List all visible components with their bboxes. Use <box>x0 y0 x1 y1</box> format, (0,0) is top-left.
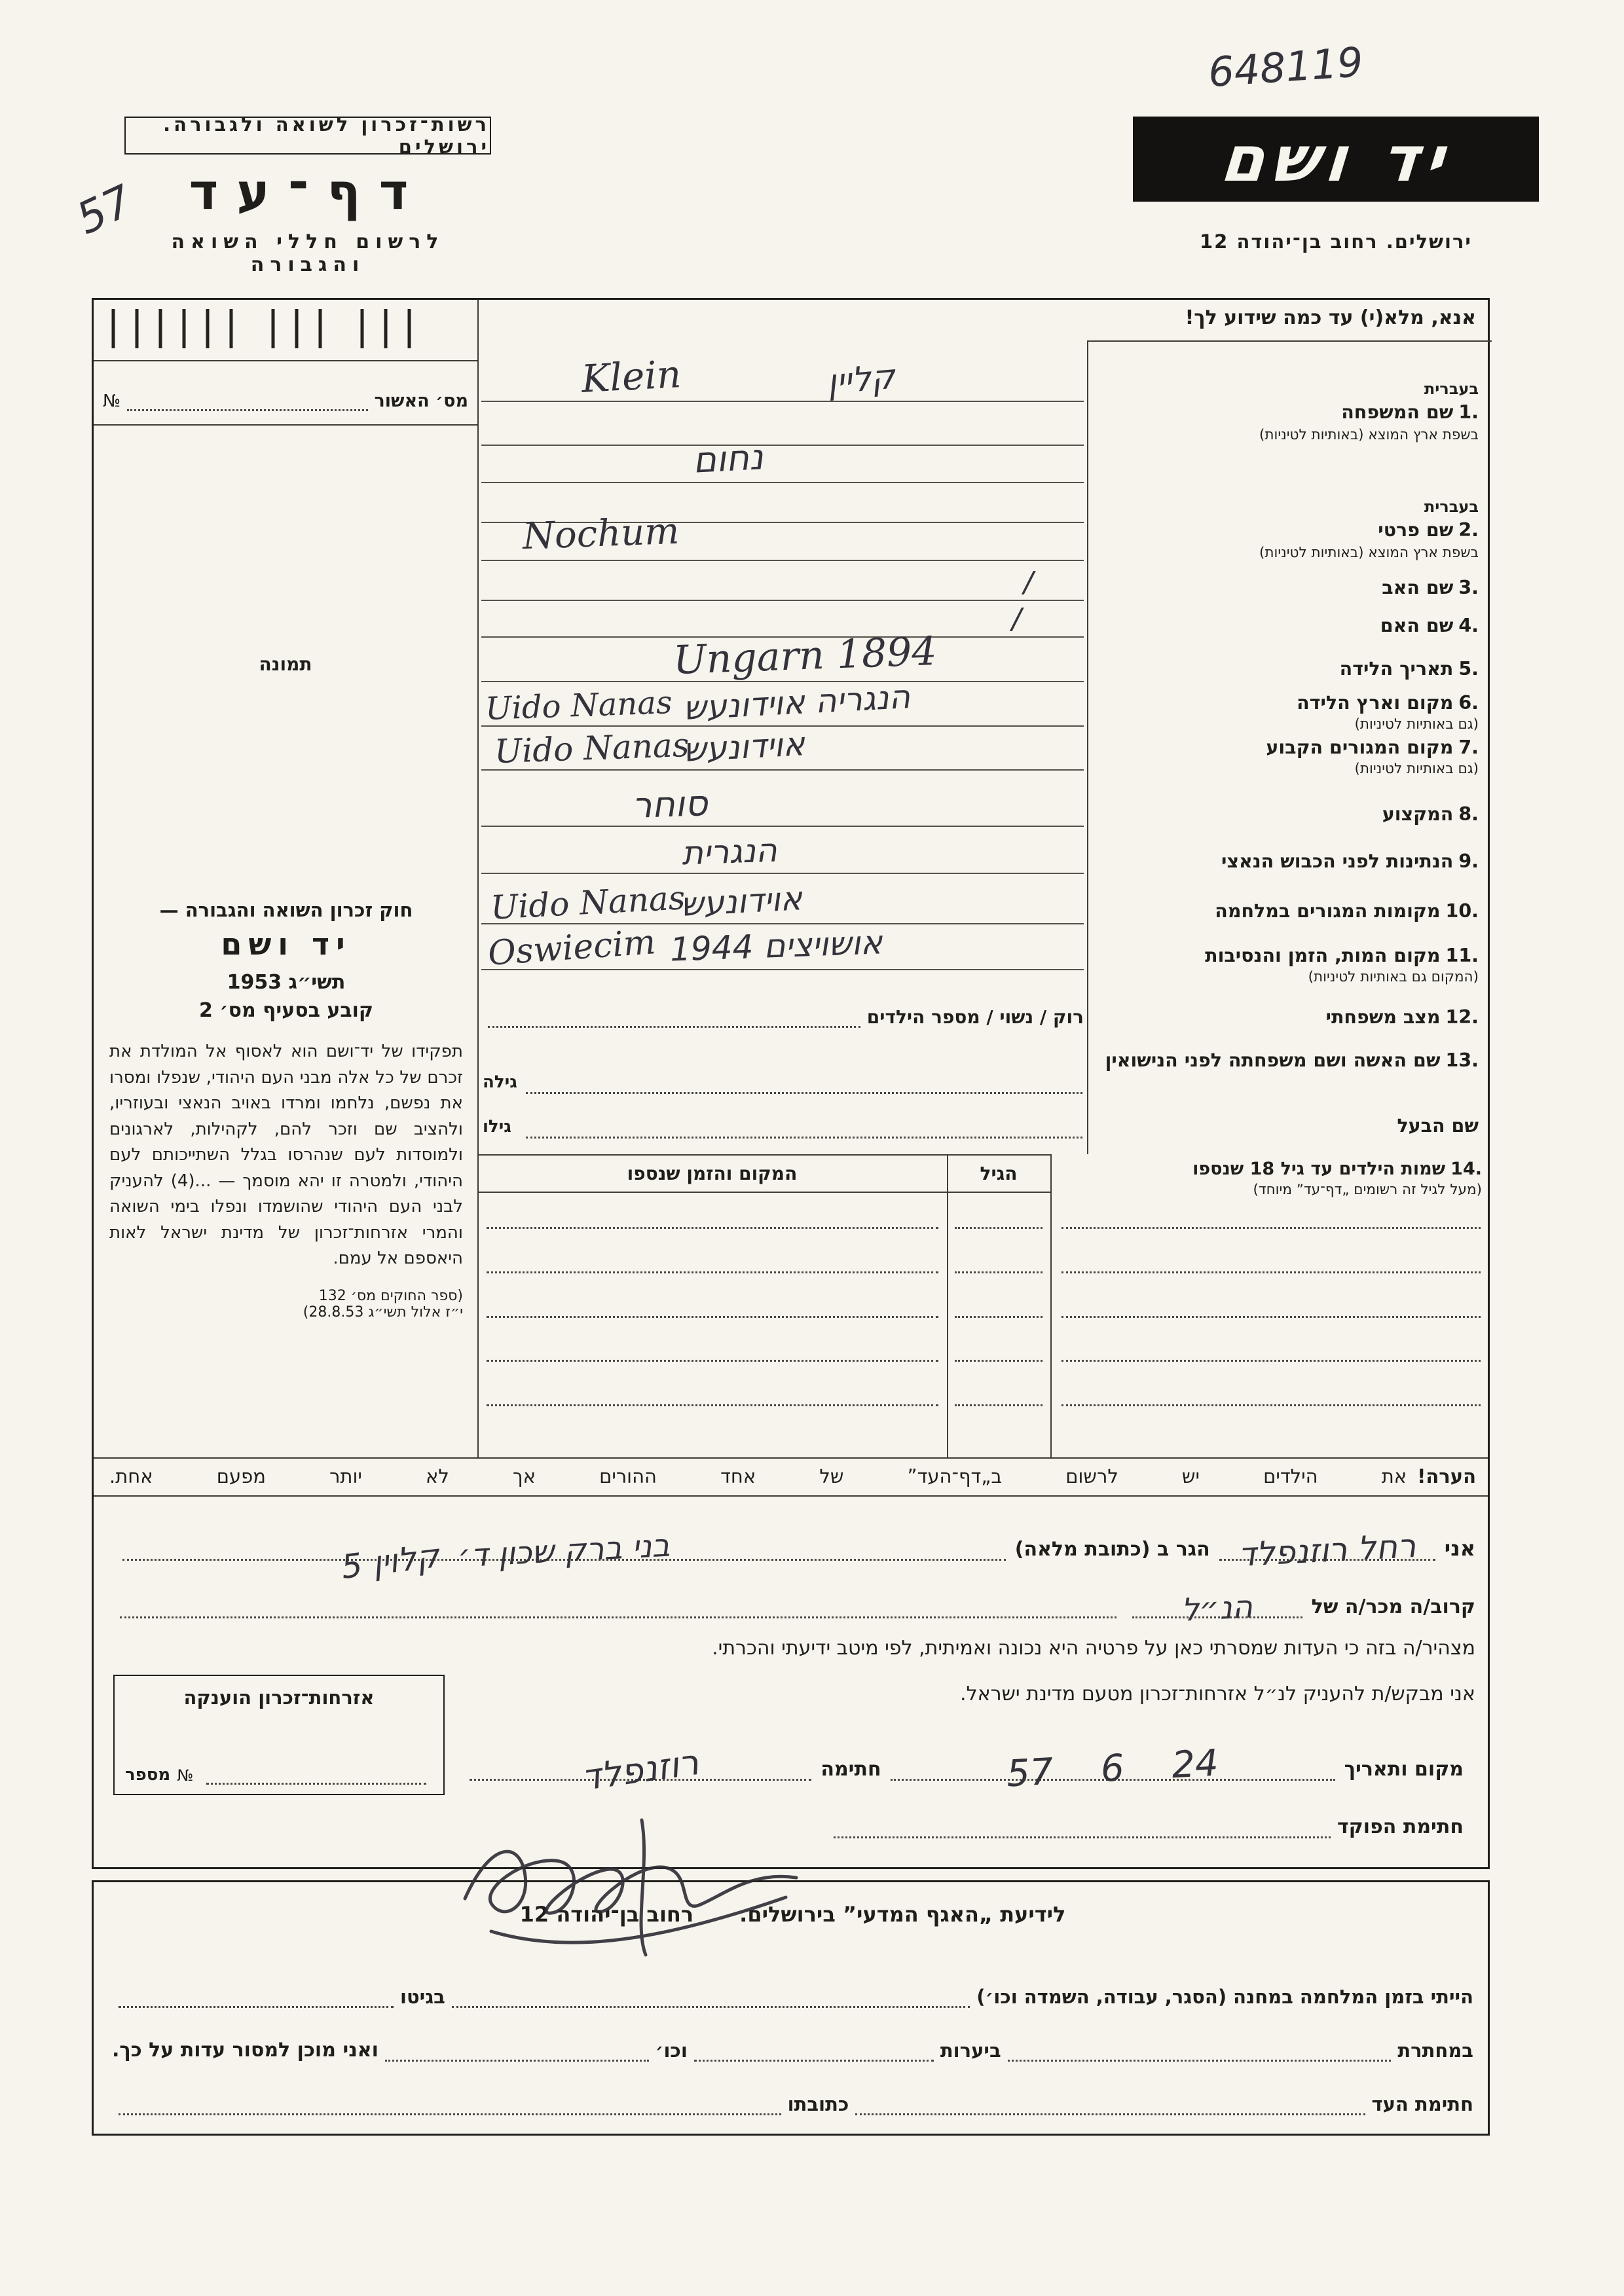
underground-label: במחתרת <box>1397 2039 1473 2062</box>
child-name-line <box>1061 1271 1481 1273</box>
approval-number-row <box>103 373 468 411</box>
child-name-line <box>1061 1360 1481 1362</box>
witness-signature-label: חתימת העד <box>1371 2093 1473 2115</box>
declaration-row-date <box>460 1734 1464 1799</box>
field2-latin-note: בשפת ארץ המוצא (באותיות לטיניות) <box>1259 545 1479 561</box>
declaration-statement-2: אני מבקש/ת להעניק לנ״ל אזרחות־זכרון מטעם מדינת ישראל. <box>960 1683 1475 1705</box>
her-age-label: גילה <box>483 1072 517 1092</box>
declaration-row-2 <box>113 1578 1475 1629</box>
field12-label: 12.מצב משפחתי <box>1325 1006 1479 1028</box>
rule <box>1087 340 1492 342</box>
children-col-age-header: הגיל <box>980 1163 1018 1184</box>
child-age-line <box>955 1316 1043 1318</box>
field13-label: 13.שם האשה ושם משפחתה לפני הנישואין <box>1105 1049 1479 1071</box>
field4-label: 4.שם האם <box>1380 615 1479 636</box>
bottom-row-2 <box>112 2025 1473 2062</box>
bottom-row-1 <box>112 1971 1473 2008</box>
note-row <box>94 1457 1492 1495</box>
citizenship-number-line <box>206 1755 426 1785</box>
declarant-address2-hand: קלוין 5 <box>339 1537 442 1586</box>
signature-blank <box>470 1741 811 1799</box>
entry-residence-latin: Uido Nanas <box>494 725 690 771</box>
approval-number-line <box>127 382 367 411</box>
entry-first-hebrew: נחום <box>692 436 765 481</box>
field2-label: 2.שם פרטי <box>1378 519 1479 541</box>
ready-to-testify-label: ואני מוכן למסור עדות על כך. <box>112 2039 378 2062</box>
legal-footnote-2: י״ז אלול תשי״ג 28.8.53) <box>303 1303 463 1321</box>
entry-war-residence-hebrew: אוידונעש <box>679 879 803 924</box>
official-signature-row <box>827 1800 1464 1838</box>
relation-blank <box>1132 1588 1302 1629</box>
child-age-line <box>955 1271 1043 1273</box>
official-signature-line <box>834 1809 1331 1838</box>
legal-box <box>109 899 463 1321</box>
date-blank <box>891 1741 1335 1796</box>
child-place-line <box>487 1227 938 1229</box>
child-place-line <box>487 1360 938 1362</box>
form-subtitle: לרשום חללי השואה והגבורה <box>171 230 445 276</box>
writing-line-residence <box>481 769 1084 771</box>
bottom-row-3 <box>112 2079 1473 2115</box>
writing-line-first-latin <box>481 560 1084 561</box>
field6-label: 6.מקום וארץ הלידה <box>1297 692 1479 714</box>
child-name-line <box>1061 1316 1481 1318</box>
field10-label: 10.מקומות המגורים במלחמה <box>1215 900 1479 922</box>
legal-footnote-1: (ספר החוקים מס׳ 132 <box>318 1287 463 1304</box>
declarant-name-blank <box>1219 1526 1435 1575</box>
child-place-line <box>487 1316 938 1318</box>
signature-label: חתימה <box>821 1758 881 1781</box>
child-name-line <box>1061 1227 1481 1229</box>
logo-address: ירושלים. רחוב בן־יהודה 12 <box>1200 230 1472 253</box>
citizenship-number-row <box>125 1758 433 1785</box>
relation-hand: הנ״ל <box>1180 1588 1254 1629</box>
camps-label: הייתי בזמן המלחמה במחנה (הסגר, עבודה, השמדה וכו׳) <box>976 1986 1473 2008</box>
husband-name-line <box>526 1137 1082 1139</box>
label-column-divider <box>1087 340 1088 1154</box>
child-name-line <box>1061 1404 1481 1406</box>
entry-mother-mark: / <box>1012 602 1022 636</box>
official-signature-scribble <box>445 1800 812 1971</box>
tally-marks <box>108 308 422 351</box>
legal-line-2: יד ושם <box>221 926 352 962</box>
field11-sub: (המקום גם באותיות לטיניות) <box>1308 969 1479 985</box>
declarant-signature-hand: רוזנפלד <box>579 1741 702 1799</box>
bottom-title: לידיעת „האגף המדעי” בירושלים. <box>739 1902 1066 1927</box>
ghetto-line <box>119 1978 394 2008</box>
entry-birthplace-hebrew: הנגריה אוידונעש <box>682 677 912 728</box>
official-signature-label: חתימת הפוקד <box>1337 1815 1464 1838</box>
left-column-divider <box>477 300 479 1457</box>
authority-header: רשות־זכרון לשואה ולגבורה. ירושלים <box>124 117 491 155</box>
etc-label: וכו׳ <box>655 2039 688 2062</box>
entry-family-hebrew: קליין <box>825 357 897 403</box>
marital-options: רוק / נשוי / מספר הילדים <box>866 1006 1084 1028</box>
resides-label: הגר ב (כתובת מלאה) <box>1014 1538 1210 1561</box>
i-label: אני <box>1444 1536 1475 1561</box>
legal-line-1: חוק זכרון השואה והגבורה — <box>159 899 413 921</box>
entry-birthplace-latin: Uido Nanas <box>485 684 673 727</box>
photo-placeholder-label: תמונה <box>259 653 312 675</box>
writing-line-nationality <box>481 873 1084 874</box>
field5-label: 5.תאריך הלידה <box>1339 658 1479 680</box>
fill-instruction: אנא, מלא(י) עד כמה שידוע לך! <box>1185 306 1476 329</box>
entry-residence-hebrew: אוידונעש <box>682 725 806 769</box>
forests-line <box>694 2032 934 2062</box>
witness-address-line <box>119 2086 781 2115</box>
wife-name-line <box>526 1092 1082 1094</box>
his-age-label: גילו <box>483 1117 511 1137</box>
writing-line <box>481 482 1084 483</box>
writing-line-death <box>481 969 1084 970</box>
witness-address-label: כתובתו <box>787 2093 849 2115</box>
field1-label: 1.שם המשפחה <box>1341 401 1479 423</box>
form-title: דף־עד <box>189 162 427 221</box>
place-date-label: מקום ותאריך <box>1344 1758 1464 1781</box>
etc-line <box>385 2032 649 2062</box>
writing-line-birthdate <box>481 681 1084 682</box>
child-place-line <box>487 1271 938 1273</box>
field1-latin-note: בשפת ארץ המוצא (באותיות לטיניות) <box>1259 427 1479 443</box>
handwritten-serial: 648119 <box>1206 37 1365 97</box>
children-col-divider <box>947 1154 948 1457</box>
entry-profession: סוחר <box>631 782 709 826</box>
children-table-top-rule <box>477 1154 1050 1156</box>
numero-sign: № <box>177 1766 194 1785</box>
field1-hebrew-note: בעברית <box>1424 380 1479 398</box>
legal-line-4: קובע בסעיף מס׳ 2 <box>198 999 374 1022</box>
relation-line <box>120 1589 1116 1618</box>
field2-hebrew-note: בעברית <box>1424 498 1479 516</box>
entry-death-place-hebrew: אושויצים 1944 <box>669 923 883 969</box>
field14-label: 14.שמות הילדים עד גיל 18 שנספו (מעל לגיל זה רשומים „דף־עד” מיוחד) <box>1055 1159 1482 1198</box>
handwritten-corner-number: 57 <box>69 175 141 245</box>
field7-label: 7.מקום המגורים הקבוע <box>1266 737 1479 758</box>
approval-number-label: מס׳ האשור <box>374 391 468 411</box>
camps-line <box>452 1978 970 2008</box>
marital-status-row <box>481 996 1084 1028</box>
entry-nationality: הנגרית <box>681 831 778 873</box>
child-age-line <box>955 1360 1043 1362</box>
legal-body: תפקידו של יד־ושם הוא לאסוף אל המולדת את זכרם של כל אלה מבני העם היהודי, שנפלו ומסרו את נפשם, נלחמו ומרדו באויב הנאצי ובעוזריו, ולהציב שם וזכר להם, לקהילות, לארגונים ולמוסדות לעם שנהרסו בגלל השתייכותם לעם היהודי, ולמטרה זו יהא מוסמך — ...(4) להעניק לבני העם היהודי שהושמדו ונפלו בימי השואה והמרי אזרחות־זכרון של מדינת ישראל לאות היאספם אל עמם. <box>109 1042 464 1269</box>
writing-line-family-hebrew <box>481 401 1084 402</box>
entry-first-latin: Nochum <box>521 509 680 558</box>
entry-birth: Ungarn 1894 <box>672 628 938 684</box>
husband-name-label: שם הבעל <box>1397 1115 1479 1137</box>
citizenship-box <box>113 1675 445 1795</box>
declaration-statement-1: מצהיר/ה בזה כי העדות שמסרתי כאן על פרטיה היא נכונה ואמיתית, לפי מיטב ידיעתי והכרתי. <box>712 1637 1475 1660</box>
note-bold: הערה! <box>1417 1465 1476 1487</box>
children-col-divider <box>1050 1154 1052 1457</box>
underground-line <box>1008 2032 1392 2062</box>
children-header-rule <box>477 1192 1050 1193</box>
note-text: את הילדים יש לרשום ב„דף־העד” של אחד ההורים אך לא יותר מפעם אחת. <box>109 1465 1407 1487</box>
entry-death-place-latin: Oswiecim <box>487 922 657 974</box>
writing-line-family-latin <box>481 445 1084 446</box>
ghetto-label: בגיטו <box>400 1986 445 2008</box>
bottom-title-address: רחוב בן־יהודה 12 <box>519 1902 694 1927</box>
marital-line <box>488 998 860 1028</box>
field8-label: 8.המקצוע <box>1382 803 1479 825</box>
entry-family-latin: Klein <box>580 352 682 401</box>
logo-text: יד ושם <box>1217 122 1454 196</box>
main-form-box <box>92 298 1490 1869</box>
children-col-place-header: המקום והזמן שנספו <box>627 1163 798 1184</box>
field14-sub: (מעל לגיל זה רשומים „דף־עד” מיוחד) <box>1253 1182 1482 1198</box>
rule <box>94 424 477 426</box>
rule <box>94 360 477 361</box>
witness-signature-line <box>855 2086 1365 2115</box>
field3-label: 3.שם האב <box>1382 577 1479 598</box>
declarant-address-hand: בני ברק שכון ד׳ <box>457 1527 671 1575</box>
citizenship-number-label: מספר <box>125 1765 171 1785</box>
relation-label: קרוב/ה מכר/ה של <box>1311 1595 1475 1618</box>
writing-line-war-residence <box>481 923 1084 924</box>
forests-label: ביערות <box>940 2039 1001 2062</box>
writing-line-profession <box>481 826 1084 827</box>
numero-sign: № <box>103 392 121 411</box>
declarant-name-hand: רחל רוזנפלד <box>1237 1526 1417 1575</box>
citizenship-title: אזרחות־זכרון הוענקה <box>183 1686 375 1709</box>
yad-vashem-logo <box>1133 117 1539 202</box>
legal-line-3: תשי״ג 1953 <box>227 971 346 994</box>
field6-sub: (גם באותיות לטיניות) <box>1354 716 1479 733</box>
child-age-line <box>955 1404 1043 1406</box>
entry-war-residence-latin: Uido Nanas <box>489 879 686 927</box>
date-hand: 24 6 57 <box>1005 1741 1220 1796</box>
field9-label: 9.הנתינות לפני הכבוש הנאצי <box>1221 850 1479 872</box>
entry-father-mark: / <box>1024 566 1033 599</box>
note-bottom-rule <box>94 1495 1488 1497</box>
child-place-line <box>487 1404 938 1406</box>
field7-sub: (גם באותיות לטיניות) <box>1354 761 1479 777</box>
child-age-line <box>955 1227 1043 1229</box>
writing-line-father <box>481 600 1084 601</box>
field11-label: 11.מקום המות, הזמן והנסיבות <box>1205 945 1479 966</box>
